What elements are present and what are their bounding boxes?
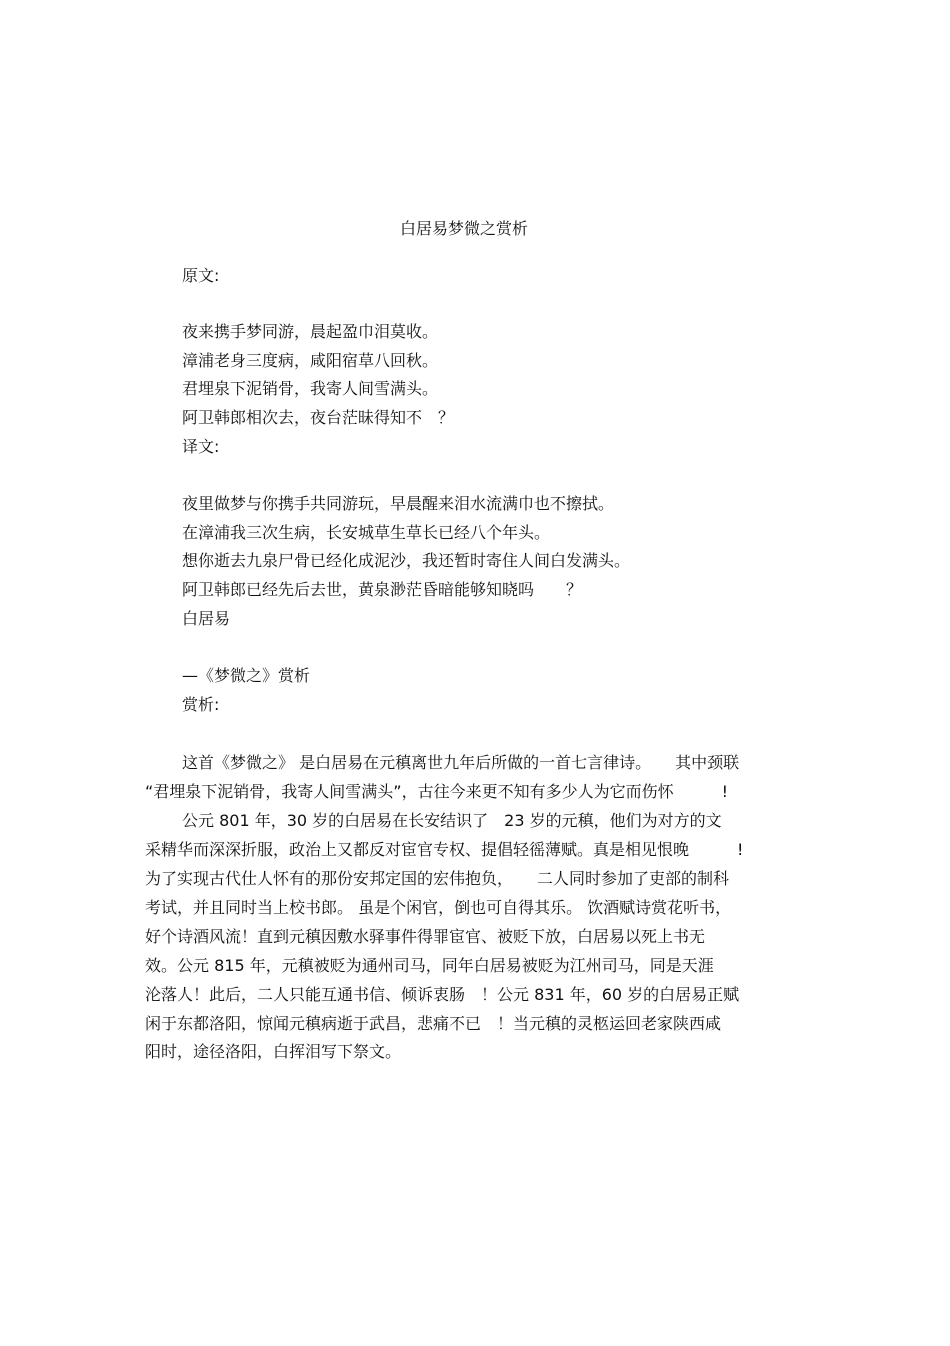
poem-line-4: 阿卫韩郎相次去，夜台茫昧得知不 ？ bbox=[182, 408, 455, 427]
analysis-line-9: 沦落人！此后，二人只能互通书信、倾诉衷肠 ！公元 831 年，60 岁的白居易正赋 bbox=[145, 985, 740, 1004]
translation-line-1: 夜里做梦与你携手共同游玩，早晨醒来泪水流满巾也不擦拭。 bbox=[182, 494, 615, 513]
page-title: 白居易梦微之赏析 bbox=[400, 219, 529, 238]
analysis-subtitle: —《梦微之》赏析 bbox=[182, 666, 311, 685]
translation-line-3: 想你逝去九泉尸骨已经化成泥沙，我还暂时寄住人间白发满头。 bbox=[182, 551, 631, 570]
translation-line-4: 阿卫韩郎已经先后去世，黄泉渺茫昏暗能够知晓吗 ？ bbox=[182, 580, 583, 599]
analysis-line-7: 好个诗酒风流！直到元稹因敷水驿事件得罪宦官、被贬下放，白居易以死上书无 bbox=[145, 927, 706, 946]
analysis-line-6: 考试，并且同时当上校书郎。 虽是个闲官，倒也可自得其乐。 饮酒赋诗赏花听书， bbox=[145, 898, 732, 917]
translation-heading: 译文: bbox=[182, 437, 220, 456]
analysis-line-10: 闲于东都洛阳，惊闻元稹病逝于武昌，悲痛不已 ！当元稹的灵柩运回老家陕西咸 bbox=[145, 1014, 722, 1033]
poem-line-1: 夜来携手梦同游，晨起盈巾泪莫收。 bbox=[182, 322, 439, 341]
analysis-line-11: 阳时，途径洛阳，白挥泪写下祭文。 bbox=[145, 1042, 402, 1061]
analysis-line-2: “君埋泉下泥销骨，我寄人间雪满头”，古往今来更不知有多少人为它而伤怀 ! bbox=[145, 782, 728, 801]
analysis-line-8: 效。公元 815 年，元稹被贬为通州司马，同年白居易被贬为江州司马，同是天涯 bbox=[145, 956, 714, 975]
author-name: 白居易 bbox=[182, 609, 231, 628]
poem-line-2: 漳浦老身三度病，咸阳宿草八回秋。 bbox=[182, 351, 439, 370]
analysis-line-1: 这首《梦微之》 是白居易在元稹离世九年后所做的一首七言律诗。 其中颈联 bbox=[182, 753, 740, 772]
analysis-line-4: 采精华而深深折服，政治上又都反对宦官专权、提倡轻徭薄赋。真是相见恨晚 ! bbox=[145, 840, 744, 859]
poem-line-3: 君埋泉下泥销骨，我寄人间雪满头。 bbox=[182, 379, 439, 398]
analysis-heading: 赏析: bbox=[182, 695, 220, 714]
original-heading: 原文: bbox=[182, 266, 220, 285]
analysis-line-3: 公元 801 年，30 岁的白居易在长安结识了 23 岁的元稹，他们为对方的文 bbox=[182, 811, 722, 830]
analysis-line-5: 为了实现古代仕人怀有的那份安邦定国的宏伟抱负， 二人同时参加了吏部的制科 bbox=[145, 869, 730, 888]
translation-line-2: 在漳浦我三次生病，长安城草生草长已经八个年头。 bbox=[182, 523, 551, 542]
